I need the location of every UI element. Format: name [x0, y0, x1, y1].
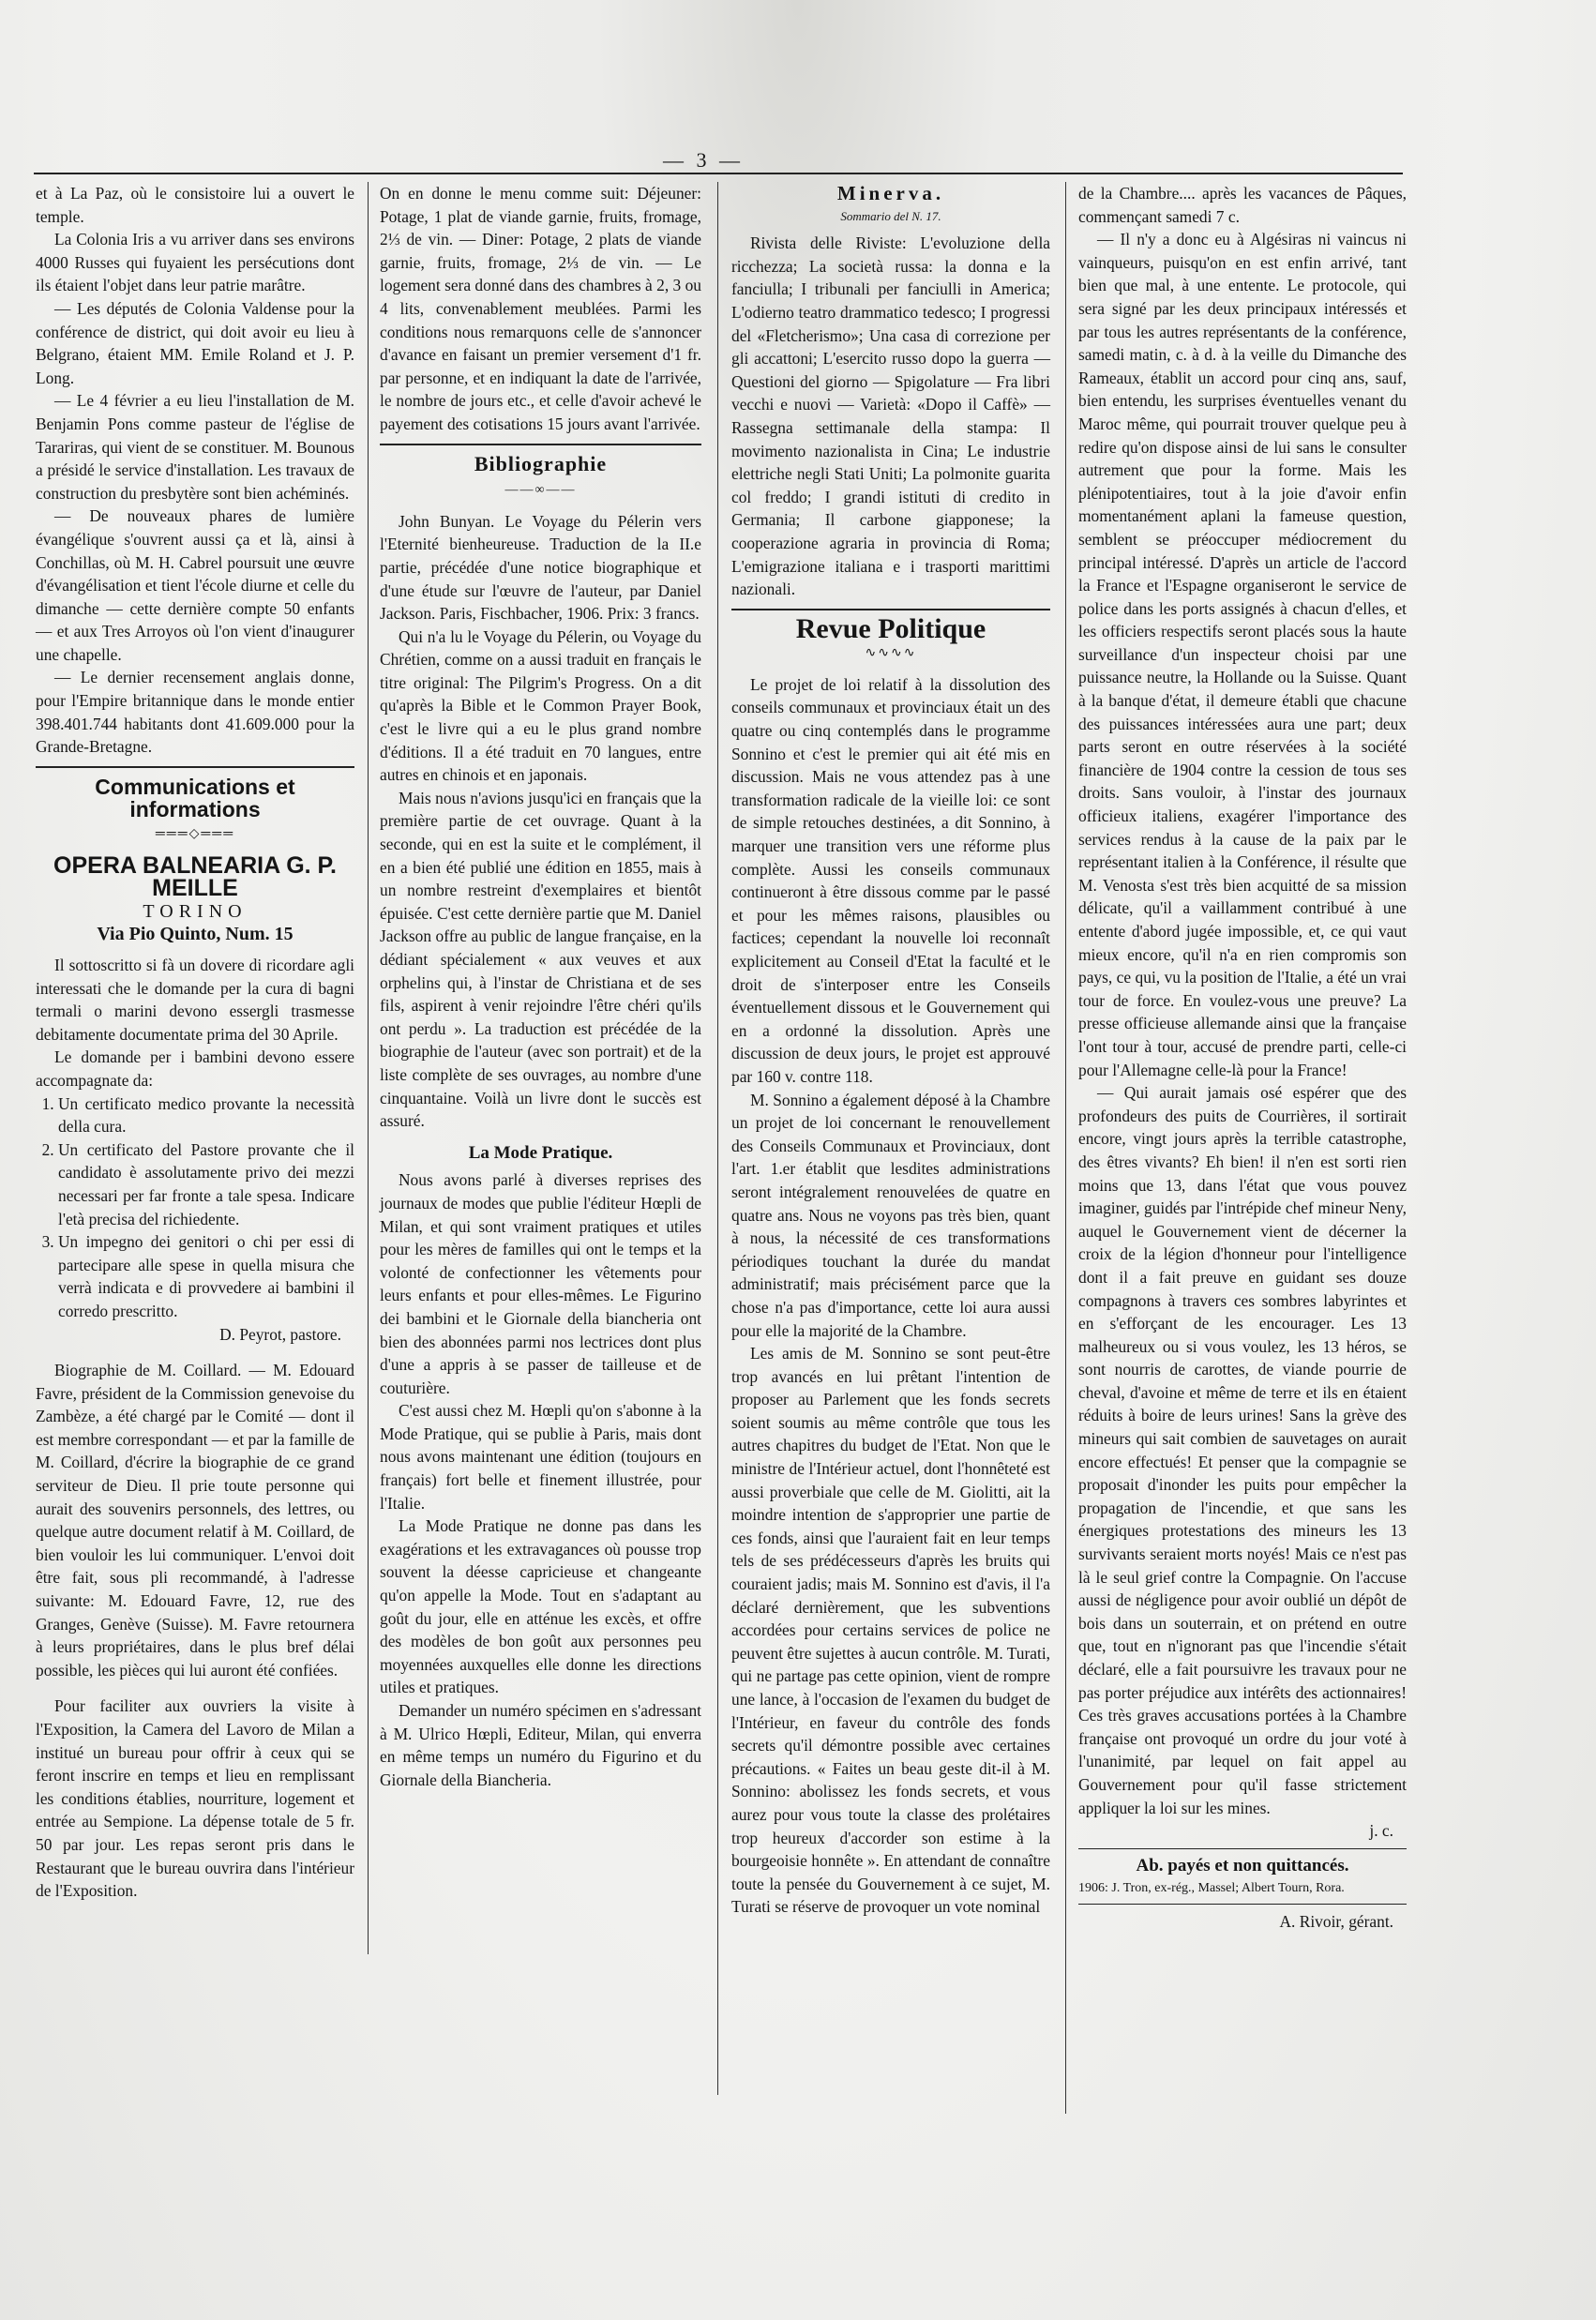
paragraph: de la Chambre.... après les vacances de Pâques, commençant samedi 7 c.	[1078, 184, 1407, 226]
paragraph: Le projet de loi relatif à la dissolution des conseils communaux et provinciaux était un des quatre ou cinq contemplés dans le programme Sonnino et c'est le premier qui ait été mis en discussion. Mais ne vous attendez pas à une transformation radicale de la vieille loi: ce sont de simple retouches destinées, a dit Sonnino, à marquer une transition vers une réforme plus complète. Aussi les conseils communaux continueront à être dissous comme par le passé et pour les mêmes raisons, plausibles ou factices; cependant la nouvelle loi reconnaît explicitement au Conseil d'Etat la faculté et le droit de s'interposer entre les Conseils éventuellement dissous et le Gouvernement qui en a ordonné la dissolution. Après une discussion de deux jours, le projet est approuvé par 160 v. contre 118.	[731, 674, 1050, 1086]
column-3	[731, 182, 1050, 1919]
paragraph: M. Sonnino a également déposé à la Chambre un projet de loi concernant le renouvellement des Conseils Communaux et Provinciaux, dont l'art. 1.er établit que lesdites administrations seront intégralement renouvelées de quatre en quatre ans. Nous ne voyons pas très bien, quant à nous, la nécessité de ces transformations périodiques touchant la durée du mandat administratif; mais précisément parce que la chose n'a pas d'importance, cette loi aura aussi pour elle la majorité de la Chambre.	[731, 1090, 1050, 1340]
header-rule	[34, 173, 1403, 174]
page-number: — 3 —	[663, 148, 744, 172]
section-rule	[36, 766, 354, 768]
paragraph: — De nouveaux phares de lumière évangélique s'ouvrent aussi ça et là, ainsi à Conchillas, où M. H. Cabrel poursuit une œuvre d'évangélisation et tient l'école diurne et celle du dimanche — cette dernière compte 50 enfants — et aux Tres Arroyos où l'on vient d'inaugurer une chapelle.	[36, 506, 354, 664]
paragraph: — Qui aurait jamais osé espérer que des profondeurs des puits de Courrières, il sortirait encore, vingt jours après la terrible catastrophe, des êtres vivants? Eh bien! il n'en est sorti rien moins que 13, dans l'état que vous pouvez imaginer, guidés par l'intrépide chef mineur Neny, auquel le Gouvernement vient de décerner la croix de la légion d'honneur pour l'intelligence dont il a fait preuve en guidant ses douze compagnons à travers ces sombres labyrintes et en s'efforçant de les encourager. Les 13 malheureux ou si vous voulez, les 13 héros, se sont nourris de carottes, de viande pourrie de cheval, d'avoine et même de terre et ils en étaient réduits à boire de leurs urines! Sans la grève des mineurs qui sait combien de sauvetages on aurait encore effectués! Et penser que la compagnie se proposait d'inonder les puits pour empêcher la propagation de l'incendie, et que sans les énergiques protestations des mineurs les 13 survivants seraient morts noyés! Mais ce n'est pas là le seul grief contre la Compagnie. On l'accuse aussi de négligence pour avoir oublié un dépôt de bois dans un souterrain, et on prétend en outre que, tout en n'ignorant pas que l'incendie s'était déclaré, elle a fait poursuivre les travaux pour ne pas porter préjudice aux intérêts des actionnaires! Ces très graves accusations portées à la Chambre française ont provoqué un ordre du jour voté à l'unanimité, par lequel on fait appel au Gouvernement pour qu'il fasse strictement appliquer la loi sur les mines.	[1078, 1083, 1407, 1817]
list-item: 1. Un certificato medico provante la necessità della cura.	[58, 1092, 354, 1138]
paragraph: John Bunyan. Le Voyage du Pélerin vers l'Eternité bienheureuse. Traduction de la II.e partie, précédée d'une notice biographique et d'une étude sur l'œuvre de l'auteur, par Daniel Jackson. Paris, Fischbacher, 1906. Prix: 3 francs.	[380, 511, 701, 624]
minerva-heading: Minerva.	[836, 182, 945, 204]
section-rule	[1078, 1848, 1407, 1849]
minerva-summary-label: Sommario del N. 17.	[840, 208, 941, 223]
paragraph: Biographie de M. Coillard. — M. Edouard Favre, président de la Commission genevoise du Zambèze, a été chargé par le Comité — dont il est membre correspondant — et par la famille de M. Coillard, d'écrire la biographie de ce grand serviteur de Dieu. Il prie toute personne qui aurait des souvenirs personnels, des lettres, ou quelque autre document relatif à M. Coillard, de bien vouloir les lui communiquer. L'envoi doit être fait, sous pli recommandé, à l'adresse suivante: M. Edouard Favre, 12, rue des Granges, Genève (Suisse). M. Favre retournera à leurs propriétaires, dans le plus bref délai possible, les pièces qui lui auront été confiées.	[36, 1361, 354, 1680]
ornament: ——∞——	[504, 483, 577, 498]
column-divider	[1065, 182, 1066, 2114]
paragraph: — Le dernier recensement anglais donne, pour l'Empire britannique dans le monde entier 398.401.744 habitants dont 41.609.000 pour la Grande-Bretagne.	[36, 668, 354, 757]
subscriptions-heading: Ab. payés et non quittancés.	[1136, 1855, 1349, 1876]
column-divider	[717, 182, 718, 2095]
address-line: Via Pio Quinto, Num. 15	[97, 924, 294, 945]
revue-politique-heading: Revue Politique	[795, 612, 986, 644]
city-line: TORINO	[143, 900, 248, 922]
paragraph: Nous avons parlé à diverses reprises des journaux de modes que publie l'éditeur Hœpli de Milan, et qui sont vraiment pratiques et utiles pour les mères de familles qui ont le temps et la volonté de confectionner les vêtements pour leurs enfants et pour elles-mêmes. Le Figurino dei bambini et le Giornale della biancheria ont bien des abonnées parmi nos lectrices dont plus d'une a appris à se passer de tailleuse et de couturière.	[380, 1170, 701, 1397]
list-item: 3. Un impegno dei genitori o chi per essi di partecipare alle spese in quella misura che verrà indicata e di provvedere ai bambini il corredo prescritto.	[58, 1230, 354, 1322]
paragraph: et à La Paz, où le consistoire lui a ouvert le temple.	[36, 184, 354, 226]
paragraph: Rivista delle Riviste: L'evoluzione della ricchezza; La società russa: la donna e la fanciulla; I tribunali per fanciulli in America; L'odierno teatro drammatico tedesco; I progressi del «Fletcherismo»; Una casa di correzione per gli accattoni; L'esercito russo dopo la guerra — Questioni del giorno — Spigolature — Fra libri vecchi e nuovi — Varietà: «Dopo il Caffè» — Rassegna settimanale della stampa: Il movimento nazionalista in Cina; Le industrie elettriche negli Stati Uniti; La polmonite guarita col freddo; I grandi istituti di credito in Germania; Il carbone giapponese; la cooperazione agraria in provincia di Roma; L'emigrazione italiana e i trasporti marittimi nazionali.	[731, 234, 1050, 599]
subscriptions-list: 1906: J. Tron, ex-rég., Massel; Albert Tourn, Rora.	[1078, 1881, 1345, 1896]
column-divider	[368, 182, 369, 1954]
paragraph: C'est aussi chez M. Hœpli qu'on s'abonne à la Mode Pratique, qui se publie à Paris, mais dont nous avons maintenant une édition (toujours en français) fort belle et finement illustrée, pour l'Italie.	[380, 1401, 701, 1513]
paragraph: La Colonia Iris a vu arriver dans ses environs 4000 Russes qui fuyaient les persécutions dont ils étaient l'objet dans leur patrie marâtre.	[36, 230, 354, 295]
signature: D. Peyrot, pastore.	[219, 1324, 341, 1344]
column-4	[1078, 182, 1407, 1934]
paragraph: Les amis de M. Sonnino se sont peut-être trop avancés en lui prêtant l'intention de proposer au Parlement que les fonds secrets soient soumis au même contrôle que tous les autres chapitres du budget de l'Etat. Non que le ministre de l'Intérieur actuel, dont l'honnêteté est aussi proverbiale que celle de M. Giolitti, ait la moindre intention de s'approprier une partie de ces fonds, ainsi que l'auraient fait en leur temps tels de ses prédécesseurs d'après les bruits qui couraient jadis; mais M. Sonnino est d'avis, il l'a déclaré dernièrement, que les subventions accordées pour certains services de police ne peuvent être sujettes à aucun contrôle. M. Turati, qui ne partage pas cette opinion, vient de rompre une lance, à l'occasion de l'examen du budget de l'Intérieur, en faveur du contrôle des fonds secrets qu'il démontre possible avec certaines précautions. « Faites un beau geste dit-il à M. Sonnino: abolissez les fonds secrets, et vous aurez pour vous toute la classe des prolétaires trop heureux d'accorder son estime à la bourgeoisie honnête ». En attendant de connaître toute la pensée du Gouvernement à ce sujet, M. Turati se réserve de provoquer un vote nominal	[731, 1344, 1050, 1917]
opera-balnearia-heading: OPERA BALNEARIA G. P. MEILLE	[53, 851, 337, 902]
bibliographie-heading: Bibliographie	[474, 451, 608, 475]
communications-heading: Communications et informations	[95, 774, 295, 822]
paragraph: La Mode Pratique ne donne pas dans les exagérations et les extravagances où pousse trop souvent la déesse capricieuse et changeante qu'on appelle la Mode. Tout en s'adaptant au goût du jour, elle en atténue les excès, et offre des modèles de bon goût aux personnes peu moyennées auxquelles elle donne les directions utiles et pratiques.	[380, 1516, 701, 1697]
list-item: 2. Un certificato del Pastore provante che il candidato è assolutamente privo dei mezzi necessari per far fronte a tale spesa. Indicare l'età precisa del richiedente.	[58, 1138, 354, 1230]
requirements-list	[36, 1092, 354, 1323]
paragraph: Le domande per i bambini devono essere accompagnate da:	[36, 1047, 354, 1090]
paragraph: — Le 4 février a eu lieu l'installation de M. Benjamin Pons comme pasteur de l'église de Tarariras, qui vient de se constituer. M. Bounous a présidé le service d'installation. Les travaux de construction du presbytère sont bien achéminés.	[36, 391, 354, 503]
paragraph: Pour faciliter aux ouvriers la visite à l'Exposition, la Camera del Lavoro de Milan a institué un bureau pour offrir à ceux qui se feront inscrire en temps et lieu en remplissant les conditions établies, nourriture, logement et entrée au Sempione. La dépense totale de 5 fr. 50 par jour. Les repas seront pris dans le Restaurant que le bureau ouvrira dans l'intérieur de l'Exposition.	[36, 1696, 354, 1901]
paragraph: Demander un numéro spécimen en s'adressant à M. Ulrico Hœpli, Editeur, Milan, qui enverra en même temps un numéro du Figurino et du Giornale della Biancheria.	[380, 1701, 701, 1789]
paragraph: Qui n'a lu le Voyage du Pélerin, ou Voyage du Chrétien, comme on a aussi traduit en français le titre original: The Pilgrim's Progress. On a dit qu'après la Bible et le Common Prayer Book, c'est le livre qui a eu le plus grand nombre d'éditions. Il a été traduit en 70 langues, entre autres en chinois et en japonais.	[380, 626, 701, 785]
paragraph: — Les députés de Colonia Valdense pour la conférence de district, qui doit avoir eu lieu à Belgrano, étaient MM. Emile Roland et J. P. Long.	[36, 298, 354, 387]
paragraph: Il sottoscritto si fà un dovere di ricordare agli interessati che le domande per la cura di bagni termali o marini devono essergli trasmesse debitamente documentate prima del 30 Aprile.	[36, 956, 354, 1044]
column-1	[36, 182, 354, 1903]
ornament: ∿∿∿∿	[865, 646, 917, 661]
paragraph: — Il n'y a donc eu à Algésiras ni vaincus ni vainqueurs, puisqu'on en est enfin arrivé, tant bien que mal, à une entente. Le protocole, qui sera signé par les deux principaux intéressés et par tous les autres représentants de la conférence, samedi matin, c. à d. à la veille du Dimanche des Rameaux, établit un accord pour cinq ans, sauf, bien entendu, les surprises éventuelles venant du Maroc même, qui pourrait trouver quelque peu à redire qu'on dispose ainsi de lui sans le consulter autrement que pour la forme. Mais les plénipotentiaires, tout à la joie d'avoir enfin momentanément aplani la fameuse question, semblent se préoccuper médiocrement du principal intéressé. D'après un article de l'accord la France et l'Espagne organiseront le service de police dans les ports assignés à chacun d'elles, et les officiers respectifs seront placés sous la haute surveillance d'un inspecteur choisi par une puissance neutre, la Hollande ou la Suisse. Quant à la banque d'état, il demeure établi que chacune des puissances intéressées aura une part; deux parts seront en outre réservées à la société financière de 1904 contre la cession de tous ses droits. Sans vouloir, à l'instar des journaux officieux italiens, exagérer l'importance des services rendus à la cause de la paix par le représentant italien à la Conférence, il résulte que M. Venosta s'est très bien acquitté de sa mission délicate, qu'il a vaillamment contribué à une entente d'abord jugée impossible, et, ce qui vaut mieux encore, qu'il n'a en rien compromis son pays, ce qui, vu la position de l'Italie, a été un vrai tour de force. En voulez-vous une preuve? La presse officieuse allemande ainsi que la française l'ont tour à tour, accusé de prendre parti, celle-ci pour l'Allemagne celle-là pour la France!	[1078, 230, 1407, 1079]
section-rule	[731, 609, 1050, 610]
section-rule	[380, 444, 701, 445]
paragraph: On en donne le menu comme suit: Déjeuner: Potage, 1 plat de viande garnie, fruits, fromage, 2⅓ de vin. — Diner: Potage, 2 plats de viande garnie, fruits, fromage, 2⅓ de vin. — Le logement sera donné dans des chambres à 2, 3 ou 4 lits, convenablement meublées. Parmi les conditions nous remarquons celle de s'annoncer d'avance en faisant un premier versement d'1 fr. par personne, et en indiquant la date de l'arrivée, le nombre de jours etc., et celle d'avoir achevé le payement des cotisations 15 jours avant l'arrivée.	[380, 184, 701, 433]
paragraph: Mais nous n'avions jusqu'ici en français que la première partie de cet ouvrage. Quant à la seconde, qui en est la suite et le complément, il en a bien été publié une édition en 1855, mais à un nombre restreint d'exemplaires et bientôt épuisée. C'est cette dernière partie que M. Daniel Jackson offre au public de langue française, en la dédiant spécialement « aux veuves et aux orphelins qui, à l'instar de Christiana et de ses fils, aspirent à venir rejoindre l'être chéri qu'ils ont perdu ». La traduction est précédée de la biographie de l'auteur (avec son portrait) et de la liste complète de ses ouvrages, au nombre d'une cinquantaine. Voilà un livre dont le succès est assuré.	[380, 788, 701, 1131]
gerant-signature: A. Rivoir, gérant.	[1279, 1912, 1393, 1932]
ornament: ═══◇═══	[155, 827, 235, 842]
mode-pratique-heading: La Mode Pratique.	[468, 1142, 613, 1163]
column-2	[380, 182, 701, 1791]
section-rule	[1078, 1904, 1407, 1905]
signature: j. c.	[1369, 1821, 1393, 1841]
